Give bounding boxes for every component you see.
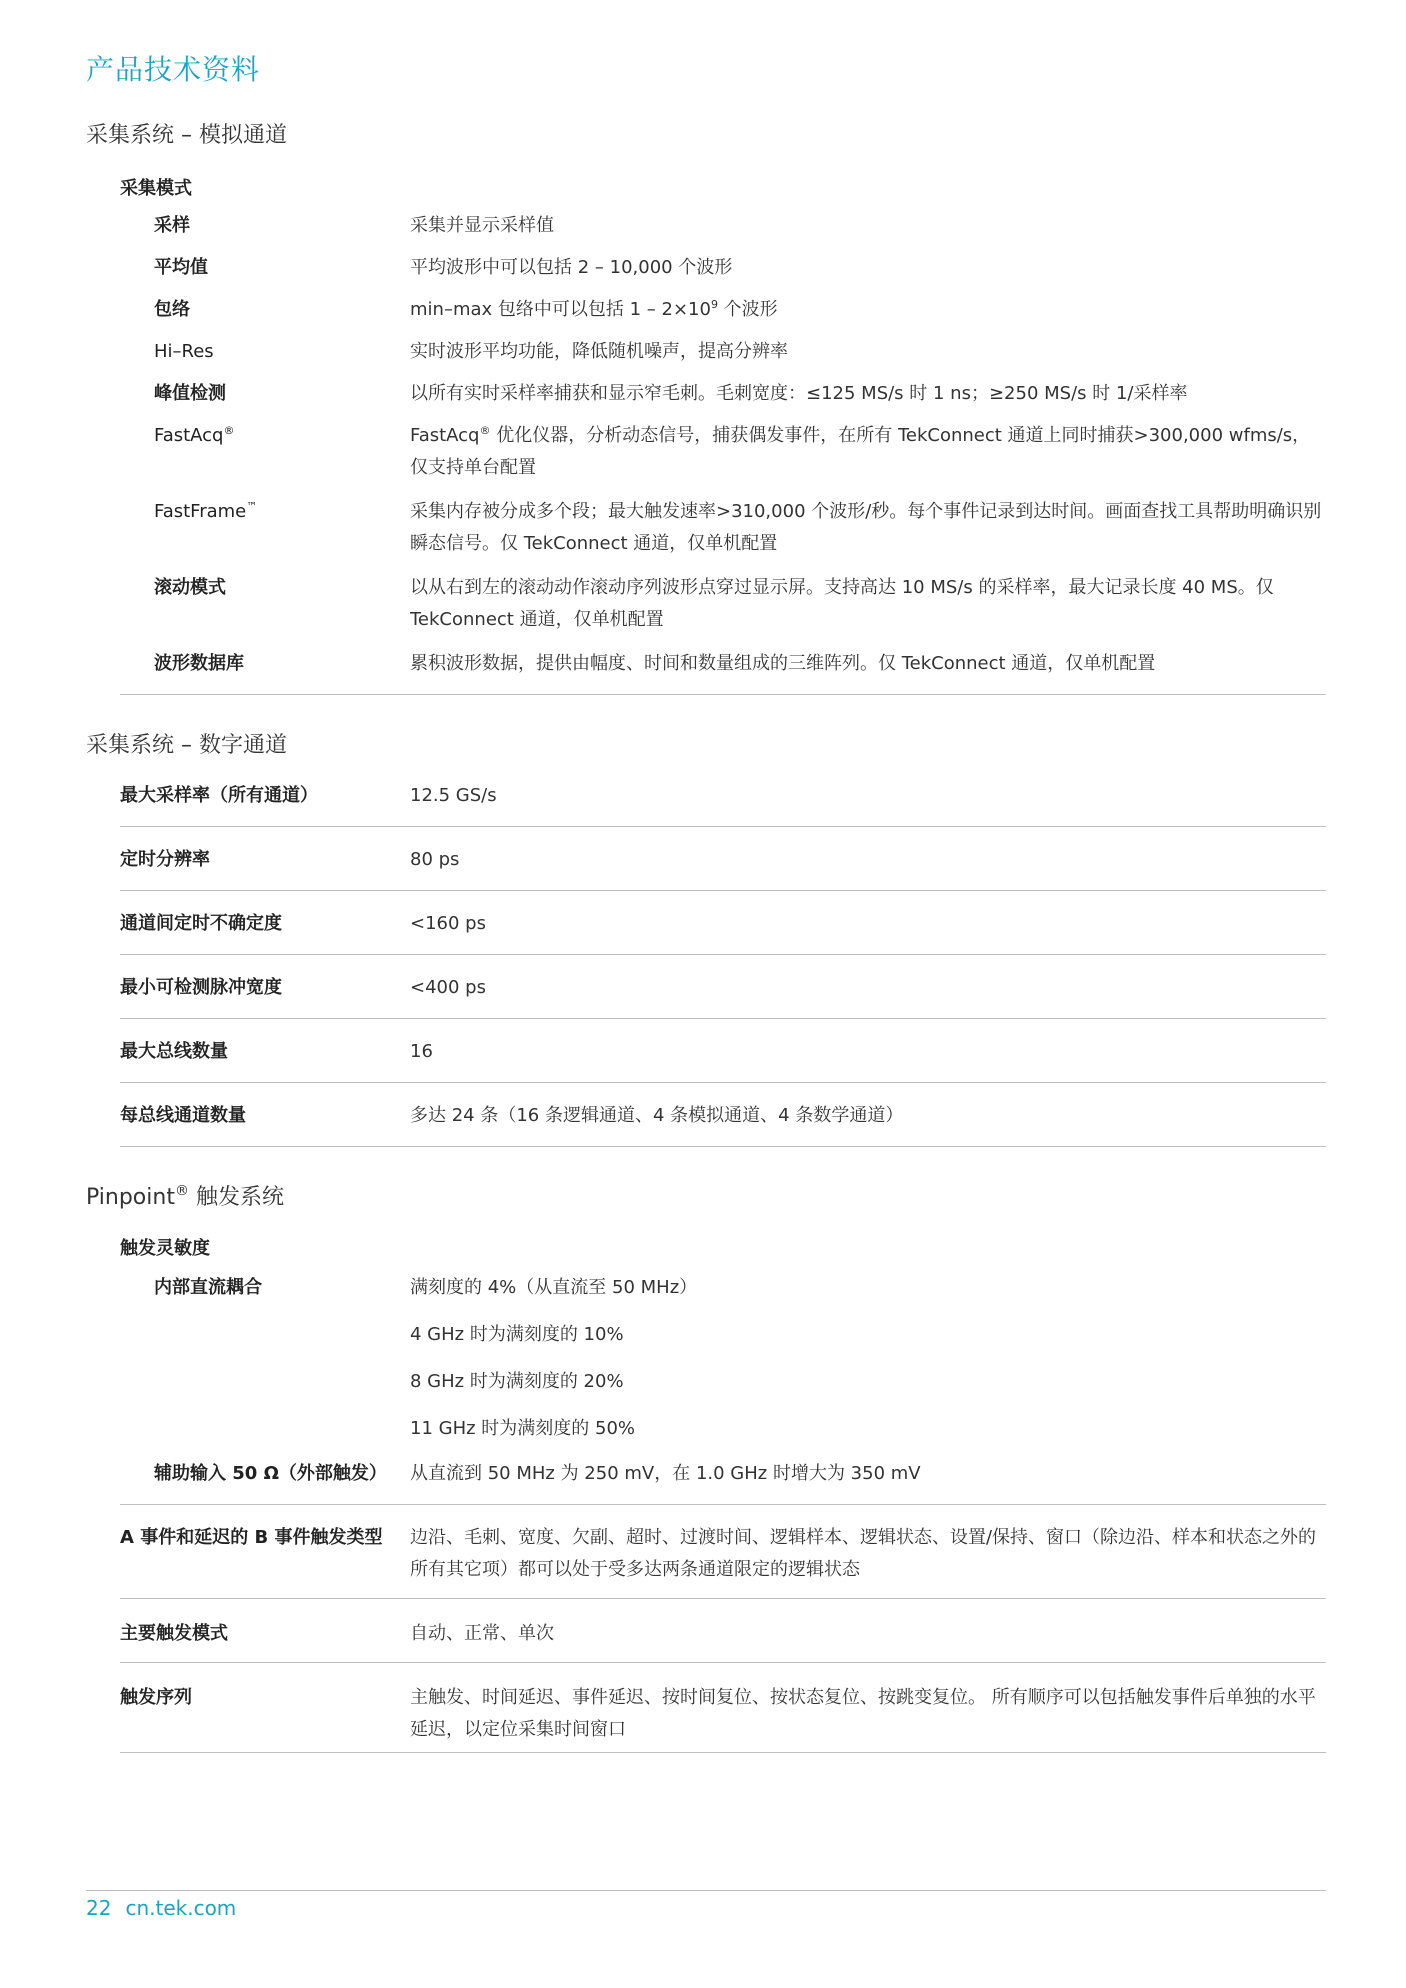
row-label: A 事件和延迟的 B 事件触发类型 [120,1527,383,1548]
divider [120,1146,1326,1147]
internal-dc-value: 4 GHz 时为满刻度的 10% [410,1324,624,1345]
row-value: 多达 24 条（16 条逻辑通道、4 条模拟通道、4 条数学通道） [410,1105,904,1126]
row-value [410,420,1326,484]
divider [120,890,1326,891]
row-value: 实时波形平均功能，降低随机噪声，提高分辨率 [410,341,788,362]
page-footer [86,1896,250,1920]
row-label [154,496,257,528]
row-value: 边沿、毛刺、宽度、欠副、超时、过渡时间、逻辑样本、逻辑状态、设置/保持、窗口（除边沿、样本和状态之外的所有其它项）都可以处于受多达两条通道限定的逻辑状态 [410,1527,1317,1580]
divider [120,1018,1326,1019]
value-text: 优化仪器，分析动态信号，捕获偶发事件，在所有 TekConnect 通道上同时捕获>300,000 wfms/s，仅支持单台配置 [410,425,1311,478]
row-label: 定时分辨率 [120,849,210,870]
group-label-acquisition-mode: 采集模式 [120,178,192,199]
label-text: FastAcq [154,425,224,446]
heading-superscript: ® [174,1183,189,1199]
row-label: 主要触发模式 [120,1623,228,1644]
value-superscript: ® [479,424,491,437]
section-heading-trigger [86,1180,284,1211]
internal-dc-value: 8 GHz 时为满刻度的 20% [410,1371,624,1392]
row-label: 峰值检测 [154,383,226,404]
row-value: 从直流到 50 MHz 为 250 mV，在 1.0 GHz 时增大为 350 mV [410,1463,921,1484]
section-heading-analog: 采集系统 – 模拟通道 [86,123,287,148]
row-label: 最小可检测脉冲宽度 [120,977,282,998]
row-value: 以所有实时采样率捕获和显示窄毛刺。毛刺宽度：≤125 MS/s 时 1 ns；≥250 MS/s 时 1/采样率 [410,383,1188,404]
label-text: FastFrame [154,501,247,522]
row-value: 主触发、时间延迟、事件延迟、按时间复位、按状态复位、按跳变复位。 所有顺序可以包括触发事件后单独的水平延迟，以定位采集时间窗口 [410,1687,1316,1740]
value-superscript: 9 [710,298,718,311]
divider [120,954,1326,955]
row-value: <160 ps [410,913,486,934]
divider [120,1504,1326,1505]
footer-divider [86,1890,1326,1891]
row-value [410,294,1326,326]
row-value: 采集并显示采样值 [410,215,554,236]
row-label: 最大采样率（所有通道） [120,785,318,806]
divider [120,694,1326,695]
site-link[interactable]: cn.tek.com [125,1896,237,1920]
row-value: 以从右到左的滚动动作滚动序列波形点穿过显示屏。支持高达 10 MS/s 的采样率，最大记录长度 40 MS。仅 TekConnect 通道，仅单机配置 [410,577,1274,630]
divider [120,826,1326,827]
divider [120,1598,1326,1599]
document-title: 产品技术资料 [86,53,261,86]
row-value: 16 [410,1041,433,1062]
row-label: 波形数据库 [154,653,244,674]
divider [120,1662,1326,1663]
row-label [154,420,235,452]
heading-text: 触发系统 [188,1185,284,1210]
internal-dc-value: 11 GHz 时为满刻度的 50% [410,1418,636,1439]
row-value: <400 ps [410,977,486,998]
group-label-trigger-sensitivity: 触发灵敏度 [120,1238,210,1259]
row-value: 平均波形中可以包括 2 – 10,000 个波形 [410,257,733,278]
internal-dc-value: 满刻度的 4%（从直流至 50 MHz） [410,1277,698,1298]
heading-text: Pinpoint [86,1185,175,1210]
divider [120,1082,1326,1083]
row-value: 累积波形数据，提供由幅度、时间和数量组成的三维阵列。仅 TekConnect 通道，仅单机配置 [410,653,1156,674]
row-label: Hi–Res [154,341,214,362]
row-label: 包络 [154,299,190,320]
row-label: 触发序列 [120,1687,192,1708]
section-heading-digital: 采集系统 – 数字通道 [86,733,287,758]
row-value: 自动、正常、单次 [410,1623,554,1644]
divider [120,1752,1326,1753]
row-label: 滚动模式 [154,577,226,598]
label-superscript: ™ [246,500,258,513]
row-value: 12.5 GS/s [410,785,497,806]
row-label: 辅助输入 50 Ω（外部触发） [154,1463,387,1484]
page-number: 22 [86,1896,112,1920]
row-value: 采集内存被分成多个段；最大触发速率>310,000 个波形/秒。每个事件记录到达时间。画面查找工具帮助明确识别瞬态信号。仅 TekConnect 通道，仅单机配置 [410,501,1322,554]
label-superscript: ® [223,424,235,437]
row-value: 80 ps [410,849,460,870]
row-label: 每总线通道数量 [120,1105,246,1126]
row-label: 最大总线数量 [120,1041,228,1062]
row-label: 平均值 [154,257,208,278]
row-label: 通道间定时不确定度 [120,913,282,934]
row-label: 采样 [154,215,190,236]
value-text: FastAcq [410,425,480,446]
value-text: 个波形 [717,299,778,320]
row-label: 内部直流耦合 [154,1277,262,1298]
value-text: min–max 包络中可以包括 1 – 2×10 [410,299,711,320]
